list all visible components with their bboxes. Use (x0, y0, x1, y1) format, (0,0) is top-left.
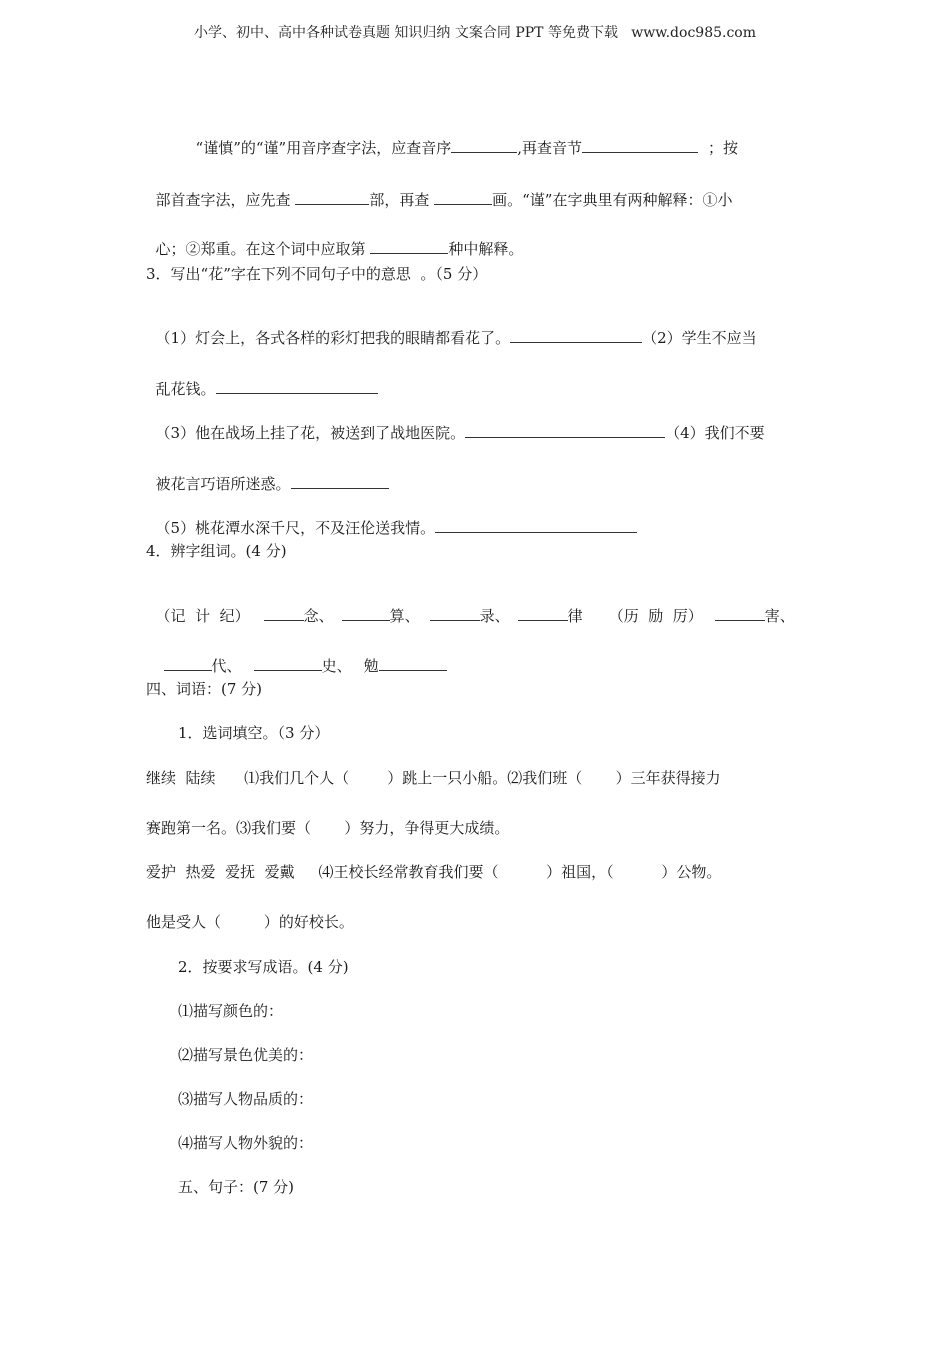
q4-group-1: （记 计 纪） (155, 607, 250, 625)
answer-blank[interactable] (164, 656, 212, 671)
q3-line-2 (146, 359, 378, 399)
answer-blank[interactable] (434, 190, 492, 205)
jin-text-1c: ；按 (708, 139, 739, 157)
q4-title: 4．辨字组词。(4 分) (146, 542, 287, 560)
q3-sentence-4: （4）我们不要 (665, 424, 765, 442)
q4-word-5: 害、 (764, 607, 795, 625)
answer-blank[interactable] (264, 606, 304, 621)
q3-title: 3．写出“花”字在下列不同句子中的意思 。（5 分） (146, 265, 488, 283)
jin-line-3 (146, 219, 523, 259)
q4-word-2: 算、 (389, 607, 420, 625)
answer-blank[interactable] (342, 606, 390, 621)
sec4-title: 四、词语：(7 分) (146, 680, 263, 698)
q3-line-1 (146, 308, 757, 348)
answer-blank[interactable] (379, 656, 447, 671)
answer-blank[interactable] (430, 606, 480, 621)
q4-word-3: 录、 (479, 607, 510, 625)
sec4-row-2: 赛跑第一名。⑶我们要（ ）努力，争得更大成绩。 (146, 819, 510, 837)
q3-line-4 (146, 454, 389, 494)
idiom-item-1: ⑴描写颜色的： (178, 1002, 284, 1020)
q3-sentence-2: （2）学生不应当 (642, 329, 757, 347)
q4-word-4: 律 (567, 607, 583, 625)
q3-sentence-4b: 被花言巧语所迷惑。 (155, 475, 291, 493)
jin-text-2a: 部首查字法，应先查 (155, 191, 296, 209)
sec4-sub1: 1．选词填空。（3 分） (178, 724, 330, 742)
sec4-sub2: 2．按要求写成语。(4 分) (178, 958, 349, 976)
q4-group-2: （历 励 厉） (608, 607, 703, 625)
answer-blank[interactable] (465, 423, 665, 438)
q3-sentence-2b: 乱花钱。 (155, 380, 216, 398)
q4-word-8: 勉 (363, 657, 379, 675)
jin-text-1b: ,再查音节 (517, 139, 583, 157)
sec5-title: 五、句子：(7 分) (178, 1178, 295, 1196)
q3-sentence-1: （1）灯会上，各式各样的彩灯把我的眼睛都看花了。 (155, 329, 511, 347)
answer-blank[interactable] (254, 656, 322, 671)
jin-text-2b: 部，再查 (369, 191, 435, 209)
q4-line-2 (154, 636, 447, 676)
answer-blank[interactable] (291, 474, 389, 489)
jin-line-1 (186, 118, 738, 158)
q4-word-7: 史、 (321, 657, 352, 675)
answer-blank[interactable] (510, 328, 642, 343)
jin-line-2 (146, 170, 732, 210)
q3-sentence-5: （5）桃花潭水深千尺，不及汪伦送我情。 (155, 519, 436, 537)
answer-blank[interactable] (518, 606, 568, 621)
idiom-item-2: ⑵描写景色优美的： (178, 1046, 314, 1064)
idiom-item-4: ⑷描写人物外貌的： (178, 1134, 314, 1152)
jin-text-2c: 画。“谨”在字典里有两种解释：①小 (492, 191, 733, 209)
idiom-item-3: ⑶描写人物品质的： (178, 1090, 314, 1108)
sec4-row-3: 爱护 热爱 爱抚 爱戴 ⑷王校长经常教育我们要（ ）祖国，（ ）公物。 (146, 863, 722, 881)
jin-text-3b: 种中解释。 (448, 240, 524, 258)
answer-blank[interactable] (370, 239, 448, 254)
jin-text-1a: “谨慎”的“谨”用音序查字法，应查音序 (195, 139, 452, 157)
answer-blank[interactable] (295, 190, 369, 205)
answer-blank[interactable] (216, 379, 378, 394)
sec4-row-1: 继续 陆续 ⑴我们几个人（ ）跳上一只小船。⑵我们班（ ）三年获得接力 (146, 769, 721, 787)
answer-blank[interactable] (715, 606, 765, 621)
answer-blank[interactable] (582, 138, 698, 153)
q4-line-1 (146, 586, 795, 626)
answer-blank[interactable] (451, 138, 517, 153)
jin-text-3a: 心；②郑重。在这个词中应取第 (155, 240, 371, 258)
q4-word-6: 代、 (211, 657, 242, 675)
sec4-row-4: 他是受人（ ）的好校长。 (146, 913, 354, 931)
answer-blank[interactable] (435, 518, 637, 533)
q3-line-3 (146, 403, 765, 443)
q3-sentence-3: （3）他在战场上挂了花，被送到了战地医院。 (155, 424, 466, 442)
q4-word-1: 念、 (303, 607, 334, 625)
page-header: 小学、初中、高中各种试卷真题 知识归纳 文案合同 PPT 等免费下载 www.doc985.com (193, 25, 756, 41)
q3-line-5 (146, 498, 637, 538)
